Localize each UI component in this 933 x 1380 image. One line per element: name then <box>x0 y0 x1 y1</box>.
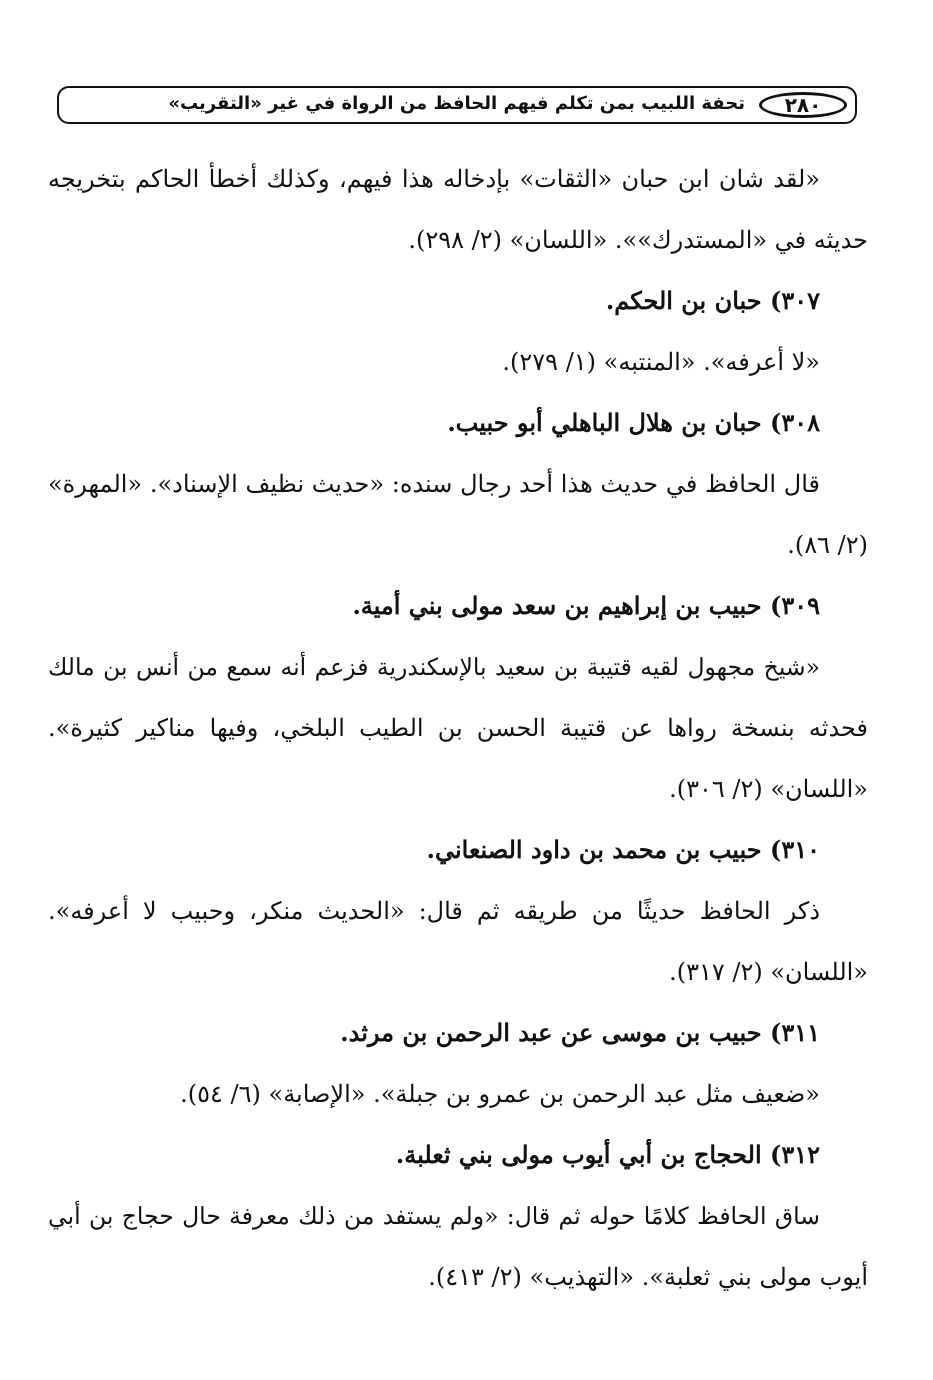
text-line: «لقد شان ابن حبان «الثقات» بإدخاله هذا فيهم، وكذلك أخطأ الحاكم بتخريجه <box>48 165 820 193</box>
text-line: فحدثه بنسخة رواها عن قتيبة الحسن بن الطيب البلخي، وفيها مناكير كثيرة». <box>48 714 869 742</box>
running-title: تحفة اللبيب بمن تكلم فيهم الحافظ من الرواة في غير «التقريب» <box>168 93 745 114</box>
entry-heading-311: ٣١١) حبيب بن موسى عن عبد الرحمن بن مرثد. <box>340 1018 820 1047</box>
text-line: قال الحافظ في حديث هذا أحد رجال سنده: «حديث نظيف الإسناد». «المهرة» <box>48 470 820 498</box>
page-body <box>48 150 868 1309</box>
text-line: «لا أعرفه». «المنتبه» (١/ ٢٧٩). <box>502 348 820 376</box>
text-line: (٢/ ٨٦). <box>787 531 868 559</box>
text-line: «اللسان» (٢/ ٣٠٦). <box>669 775 868 803</box>
page-number: ٢٨٠ <box>759 92 847 118</box>
text-line: أيوب مولى بني ثعلبة». «التهذيب» (٢/ ٤١٣). <box>428 1263 868 1291</box>
entry-heading-309: ٣٠٩) حبيب بن إبراهيم بن سعد مولى بني أمية. <box>352 591 820 620</box>
entry-heading-308: ٣٠٨) حبان بن هلال الباهلي أبو حبيب. <box>447 408 820 437</box>
entry-heading-310: ٣١٠) حبيب بن محمد بن داود الصنعاني. <box>426 835 820 864</box>
text-line: «اللسان» (٢/ ٣١٧). <box>669 958 868 986</box>
text-line: حديثه في «المستدرك»». «اللسان» (٢/ ٢٩٨). <box>408 226 868 254</box>
text-line: ساق الحافظ كلامًا حوله ثم قال: «ولم يستفد من ذلك معرفة حال حجاج بن أبي <box>48 1202 820 1230</box>
text-line: «ضعيف مثل عبد الرحمن بن عمرو بن جبلة». «الإصابة» (٦/ ٥٤). <box>180 1080 820 1108</box>
entry-heading-312: ٣١٢) الحجاج بن أبي أيوب مولى بني ثعلبة. <box>395 1140 820 1169</box>
entry-heading-307: ٣٠٧) حبان بن الحكم. <box>605 286 820 315</box>
running-header <box>57 86 857 124</box>
text-line: «شيخ مجهول لقيه قتيبة بن سعيد بالإسكندرية فزعم أنه سمع من أنس بن مالك <box>48 653 820 681</box>
text-line: ذكر الحافظ حديثًا من طريقه ثم قال: «الحديث منكر، وحبيب لا أعرفه». <box>48 897 821 925</box>
